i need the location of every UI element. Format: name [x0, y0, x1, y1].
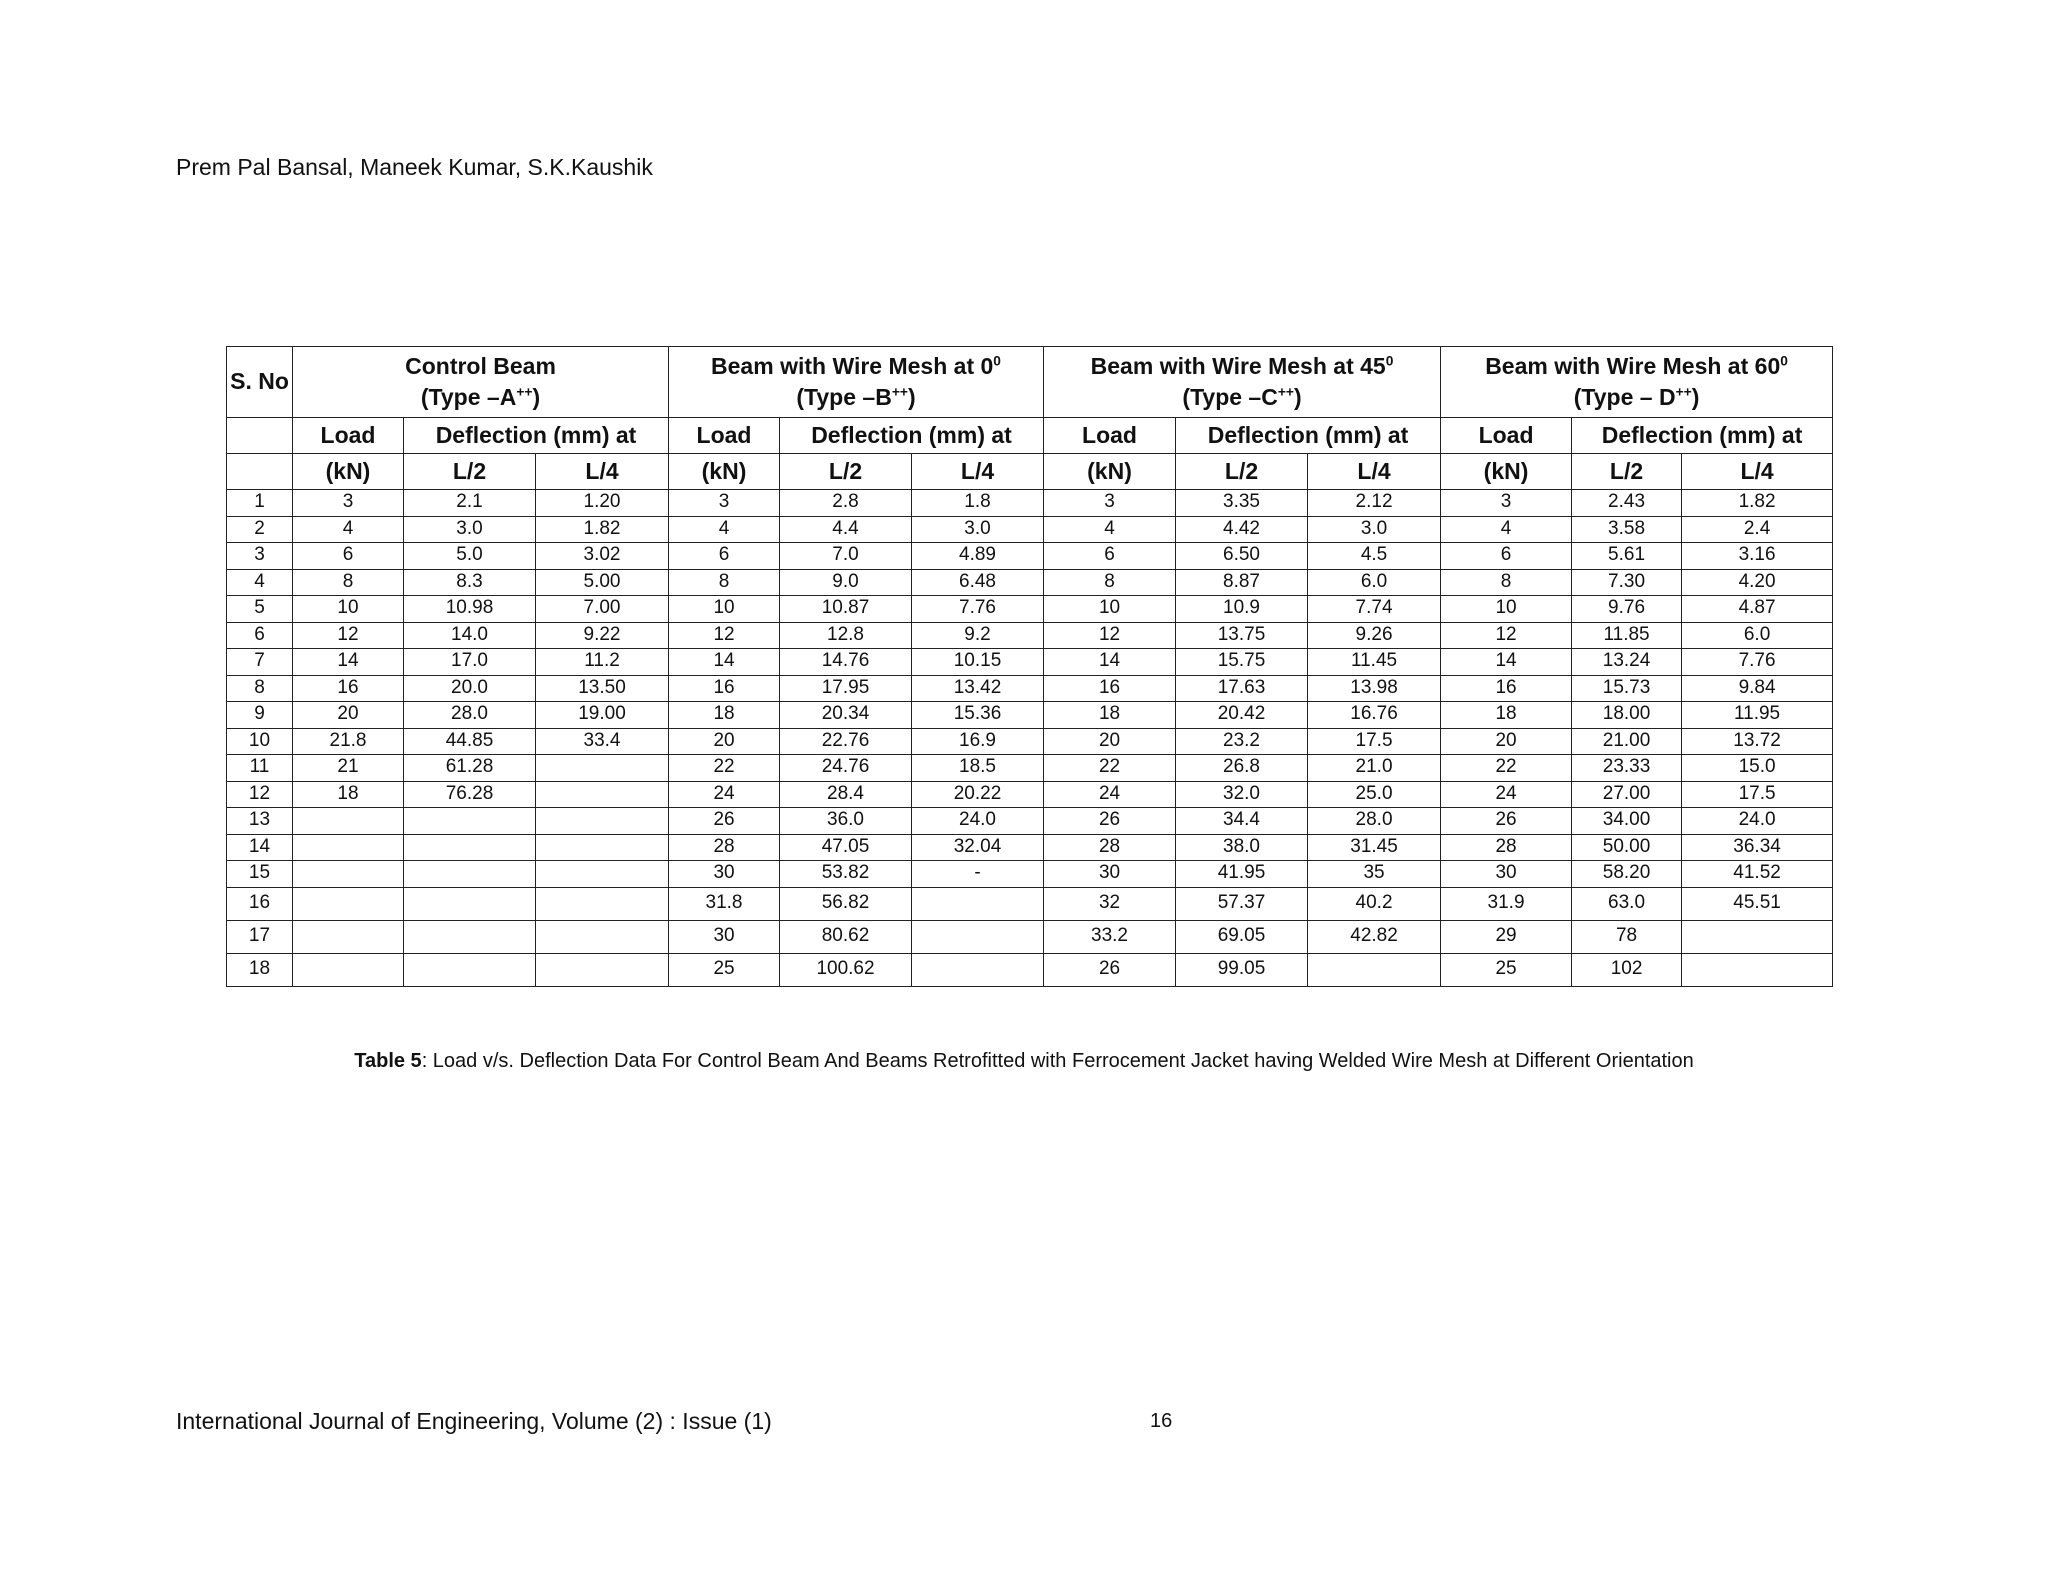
- table-cell: 30: [669, 861, 780, 888]
- table-cell: 9.22: [536, 622, 669, 649]
- table-row: [227, 490, 1833, 517]
- table-cell: 20.42: [1176, 702, 1308, 729]
- table-cell: [404, 920, 536, 953]
- table-cell: 16: [227, 887, 293, 920]
- table-cell: 56.82: [780, 887, 912, 920]
- table-cell: 20: [1044, 728, 1176, 755]
- table-cell: 15.36: [912, 702, 1044, 729]
- table-cell: [1682, 920, 1833, 953]
- table-cell: 32: [1044, 887, 1176, 920]
- table-cell: 57.37: [1176, 887, 1308, 920]
- table-cell: 18.00: [1572, 702, 1682, 729]
- table-cell: 24.0: [912, 808, 1044, 835]
- caption-text: : Load v/s. Deflection Data For Control Beam And Beams Retrofitted with Ferrocement Jacket having Welded Wire Mesh at Different Orientation: [421, 1050, 1694, 1072]
- table-cell: 13: [227, 808, 293, 835]
- table-cell: 16.76: [1308, 702, 1441, 729]
- table-cell: 14.76: [780, 649, 912, 676]
- table-cell: [536, 808, 669, 835]
- table-cell: 13.75: [1176, 622, 1308, 649]
- table-row: [227, 755, 1833, 782]
- table-cell: 41.52: [1682, 861, 1833, 888]
- table-cell: 3: [293, 490, 404, 517]
- caption-label: Table 5: [354, 1050, 422, 1072]
- table-cell: 4: [227, 569, 293, 596]
- table-cell: 7.0: [780, 543, 912, 570]
- table-cell: 21.00: [1572, 728, 1682, 755]
- table-cell: 6.50: [1176, 543, 1308, 570]
- table-cell: 26: [1441, 808, 1572, 835]
- table-cell: 10: [227, 728, 293, 755]
- table-cell: 30: [669, 920, 780, 953]
- table-cell: 14.0: [404, 622, 536, 649]
- table-row: [227, 728, 1833, 755]
- table-cell: 4: [1441, 516, 1572, 543]
- table-cell: 2: [227, 516, 293, 543]
- table-cell: 25: [669, 953, 780, 986]
- table-cell: 2.43: [1572, 490, 1682, 517]
- table-cell: [404, 808, 536, 835]
- table-cell: [912, 953, 1044, 986]
- table-cell: 1.8: [912, 490, 1044, 517]
- table-cell: 16: [1044, 675, 1176, 702]
- table-cell: [536, 887, 669, 920]
- table-cell: 14: [293, 649, 404, 676]
- table-cell: 18: [1441, 702, 1572, 729]
- table-cell: 45.51: [1682, 887, 1833, 920]
- sno-header: S. No: [227, 347, 293, 418]
- table-cell: 3.02: [536, 543, 669, 570]
- l2-header: L/2: [1176, 454, 1308, 490]
- table-cell: 26: [1044, 808, 1176, 835]
- subheader-row-1: [227, 418, 1833, 454]
- table-cell: [293, 808, 404, 835]
- kn-header: (kN): [669, 454, 780, 490]
- table-cell: 18.5: [912, 755, 1044, 782]
- table-cell: 1.82: [536, 516, 669, 543]
- table-caption: [0, 1050, 2048, 1073]
- running-header-authors: Prem Pal Bansal, Maneek Kumar, S.K.Kaushik: [176, 154, 653, 180]
- table-cell: 42.82: [1308, 920, 1441, 953]
- table-cell: 76.28: [404, 781, 536, 808]
- table-cell: 80.62: [780, 920, 912, 953]
- table-cell: 63.0: [1572, 887, 1682, 920]
- table-cell: 21: [293, 755, 404, 782]
- table-cell: 12.8: [780, 622, 912, 649]
- table-cell: 99.05: [1176, 953, 1308, 986]
- table-cell: 4: [1044, 516, 1176, 543]
- table-cell: 21.0: [1308, 755, 1441, 782]
- table-row: [227, 920, 1833, 953]
- table-cell: [404, 953, 536, 986]
- table-row: [227, 887, 1833, 920]
- table-cell: 17.5: [1308, 728, 1441, 755]
- table-cell: 10: [669, 596, 780, 623]
- table-cell: 13.42: [912, 675, 1044, 702]
- l4-header: L/4: [1682, 454, 1833, 490]
- table-cell: 3: [1044, 490, 1176, 517]
- table-cell: 3.0: [912, 516, 1044, 543]
- table-cell: 8: [227, 675, 293, 702]
- table-row: [227, 808, 1833, 835]
- table-cell: 3.16: [1682, 543, 1833, 570]
- table-cell: 13.72: [1682, 728, 1833, 755]
- table-cell: [293, 861, 404, 888]
- table-cell: 3.0: [404, 516, 536, 543]
- table-cell: 1.82: [1682, 490, 1833, 517]
- table-cell: 27.00: [1572, 781, 1682, 808]
- table-cell: 16: [669, 675, 780, 702]
- table-cell: 12: [669, 622, 780, 649]
- table-cell: 9.2: [912, 622, 1044, 649]
- table-cell: 9.76: [1572, 596, 1682, 623]
- table-cell: 10.15: [912, 649, 1044, 676]
- table-cell: 32.0: [1176, 781, 1308, 808]
- load-header: Load: [293, 418, 404, 454]
- table-cell: 18: [669, 702, 780, 729]
- table-cell: 10: [293, 596, 404, 623]
- table-cell: [293, 887, 404, 920]
- table-cell: 8: [1441, 569, 1572, 596]
- table-cell: 30: [1044, 861, 1176, 888]
- table-cell: 100.62: [780, 953, 912, 986]
- table-cell: 28: [669, 834, 780, 861]
- table-cell: 78: [1572, 920, 1682, 953]
- table-cell: [536, 953, 669, 986]
- table-cell: 12: [227, 781, 293, 808]
- table-cell: 28.0: [404, 702, 536, 729]
- table-cell: [404, 887, 536, 920]
- deflection-header: Deflection (mm) at: [1176, 418, 1441, 454]
- table-cell: 18: [1044, 702, 1176, 729]
- table-cell: 33.4: [536, 728, 669, 755]
- table-cell: 9.84: [1682, 675, 1833, 702]
- table-cell: -: [912, 861, 1044, 888]
- table-cell: [536, 861, 669, 888]
- table-cell: 28: [1441, 834, 1572, 861]
- l4-header: L/4: [536, 454, 669, 490]
- table-cell: 28.0: [1308, 808, 1441, 835]
- table-cell: 22: [1441, 755, 1572, 782]
- table-cell: 7.74: [1308, 596, 1441, 623]
- table-cell: 36.34: [1682, 834, 1833, 861]
- table-cell: 22.76: [780, 728, 912, 755]
- table-cell: 7.00: [536, 596, 669, 623]
- table-cell: 4: [293, 516, 404, 543]
- table-cell: 15.0: [1682, 755, 1833, 782]
- table-cell: 17: [227, 920, 293, 953]
- table-cell: 40.2: [1308, 887, 1441, 920]
- table-cell: 7: [227, 649, 293, 676]
- l2-header: L/2: [1572, 454, 1682, 490]
- table-cell: [1308, 953, 1441, 986]
- table-cell: 17.5: [1682, 781, 1833, 808]
- table-cell: 12: [293, 622, 404, 649]
- table-cell: 17.63: [1176, 675, 1308, 702]
- table-cell: 6: [227, 622, 293, 649]
- table-cell: 16: [1441, 675, 1572, 702]
- load-header: Load: [669, 418, 780, 454]
- table-cell: 4.5: [1308, 543, 1441, 570]
- table-cell: 4: [669, 516, 780, 543]
- table-cell: 6.0: [1308, 569, 1441, 596]
- table-cell: [912, 920, 1044, 953]
- table-cell: [404, 834, 536, 861]
- table-cell: 33.2: [1044, 920, 1176, 953]
- table-cell: 102: [1572, 953, 1682, 986]
- table-cell: 34.00: [1572, 808, 1682, 835]
- table-row: [227, 516, 1833, 543]
- table-cell: 7.76: [1682, 649, 1833, 676]
- table-cell: 20: [293, 702, 404, 729]
- table-cell: 12: [1441, 622, 1572, 649]
- table-cell: 26: [669, 808, 780, 835]
- deflection-header: Deflection (mm) at: [780, 418, 1044, 454]
- table-cell: 17.0: [404, 649, 536, 676]
- table-body: [227, 490, 1833, 987]
- table-cell: 14: [669, 649, 780, 676]
- deflection-header: Deflection (mm) at: [404, 418, 669, 454]
- table-cell: 20.34: [780, 702, 912, 729]
- group-header-mesh-60: Beam with Wire Mesh at $60^0$ (Type – D++): [1441, 347, 1833, 418]
- table-cell: 19.00: [536, 702, 669, 729]
- table-cell: 20.0: [404, 675, 536, 702]
- table-cell: [293, 834, 404, 861]
- table-cell: 44.85: [404, 728, 536, 755]
- table-cell: 2.8: [780, 490, 912, 517]
- table-cell: [1682, 953, 1833, 986]
- table-cell: 4.20: [1682, 569, 1833, 596]
- table-cell: 11: [227, 755, 293, 782]
- table-cell: 30: [1441, 861, 1572, 888]
- table-cell: 6: [1441, 543, 1572, 570]
- table-cell: 5.00: [536, 569, 669, 596]
- table-cell: 3: [669, 490, 780, 517]
- table-cell: 2.1: [404, 490, 536, 517]
- table-cell: 31.8: [669, 887, 780, 920]
- l4-header: L/4: [1308, 454, 1441, 490]
- table-cell: 6: [669, 543, 780, 570]
- group-header-control-beam: Control Beam (Type –A++): [293, 347, 669, 418]
- table-cell: 10.98: [404, 596, 536, 623]
- table-cell: 36.0: [780, 808, 912, 835]
- table-cell: 25.0: [1308, 781, 1441, 808]
- empty-header-cell: [227, 454, 293, 490]
- table-cell: 38.0: [1176, 834, 1308, 861]
- table-cell: 6: [293, 543, 404, 570]
- table-cell: 3.0: [1308, 516, 1441, 543]
- table-cell: [536, 834, 669, 861]
- table-cell: 8: [669, 569, 780, 596]
- table-cell: 8.3: [404, 569, 536, 596]
- table-cell: 23.33: [1572, 755, 1682, 782]
- table-cell: 58.20: [1572, 861, 1682, 888]
- table-cell: 20: [669, 728, 780, 755]
- table-cell: 14: [1441, 649, 1572, 676]
- table-cell: 6.48: [912, 569, 1044, 596]
- l4-header: L/4: [912, 454, 1044, 490]
- table-cell: 15.73: [1572, 675, 1682, 702]
- table-cell: 4.89: [912, 543, 1044, 570]
- table-row: [227, 781, 1833, 808]
- table-cell: 24: [669, 781, 780, 808]
- table-cell: 4.42: [1176, 516, 1308, 543]
- page-number: 16: [1150, 1410, 1173, 1432]
- deflection-header: Deflection (mm) at: [1572, 418, 1833, 454]
- kn-header: (kN): [1044, 454, 1176, 490]
- table-cell: 2.12: [1308, 490, 1441, 517]
- table-cell: 22: [669, 755, 780, 782]
- table-cell: 9.26: [1308, 622, 1441, 649]
- table-cell: 13.50: [536, 675, 669, 702]
- table-cell: 29: [1441, 920, 1572, 953]
- table-cell: 10: [1044, 596, 1176, 623]
- table-cell: 53.82: [780, 861, 912, 888]
- table-cell: 16.9: [912, 728, 1044, 755]
- table-cell: 13.24: [1572, 649, 1682, 676]
- table-cell: 14: [227, 834, 293, 861]
- table-cell: 20.22: [912, 781, 1044, 808]
- load-header: Load: [1441, 418, 1572, 454]
- table-cell: 6.0: [1682, 622, 1833, 649]
- table-row: [227, 543, 1833, 570]
- load-deflection-table: [226, 346, 1833, 987]
- table-cell: 41.95: [1176, 861, 1308, 888]
- table-cell: 34.4: [1176, 808, 1308, 835]
- table-cell: 25: [1441, 953, 1572, 986]
- table-cell: 5.0: [404, 543, 536, 570]
- subheader-row-2: [227, 454, 1833, 490]
- table-cell: [912, 887, 1044, 920]
- table-cell: 11.85: [1572, 622, 1682, 649]
- table-cell: 15: [227, 861, 293, 888]
- table-cell: 9: [227, 702, 293, 729]
- table-cell: [404, 861, 536, 888]
- table-cell: 14: [1044, 649, 1176, 676]
- table-row: [227, 569, 1833, 596]
- table-cell: 24: [1044, 781, 1176, 808]
- table-cell: 4.4: [780, 516, 912, 543]
- table-cell: 50.00: [1572, 834, 1682, 861]
- table-cell: 18: [293, 781, 404, 808]
- table-cell: [536, 755, 669, 782]
- table-cell: 2.4: [1682, 516, 1833, 543]
- table-cell: 35: [1308, 861, 1441, 888]
- table-cell: 22: [1044, 755, 1176, 782]
- kn-header: (kN): [293, 454, 404, 490]
- table-row: [227, 649, 1833, 676]
- l2-header: L/2: [780, 454, 912, 490]
- table-row: [227, 675, 1833, 702]
- table-cell: 15.75: [1176, 649, 1308, 676]
- table-cell: 24: [1441, 781, 1572, 808]
- table-cell: 3.58: [1572, 516, 1682, 543]
- empty-header-cell: [227, 418, 293, 454]
- table-cell: 1: [227, 490, 293, 517]
- l2-header: L/2: [404, 454, 536, 490]
- table-cell: 8: [293, 569, 404, 596]
- table-cell: 6: [1044, 543, 1176, 570]
- table-cell: 13.98: [1308, 675, 1441, 702]
- table-cell: 20: [1441, 728, 1572, 755]
- table-cell: 32.04: [912, 834, 1044, 861]
- table-cell: 7.76: [912, 596, 1044, 623]
- table-cell: 69.05: [1176, 920, 1308, 953]
- table-row: [227, 702, 1833, 729]
- table-cell: 3.35: [1176, 490, 1308, 517]
- table-cell: 10.9: [1176, 596, 1308, 623]
- table-cell: 18: [227, 953, 293, 986]
- table-cell: 26: [1044, 953, 1176, 986]
- table-cell: 28.4: [780, 781, 912, 808]
- group-header-mesh-45: Beam with Wire Mesh at $45^0$ (Type –C++): [1044, 347, 1441, 418]
- table-row: [227, 834, 1833, 861]
- table-cell: 61.28: [404, 755, 536, 782]
- table-cell: 16: [293, 675, 404, 702]
- table-cell: 17.95: [780, 675, 912, 702]
- table-cell: [293, 920, 404, 953]
- table-cell: 4.87: [1682, 596, 1833, 623]
- group-header-mesh-0: Beam with Wire Mesh at $0^0$ (Type –B++): [669, 347, 1044, 418]
- table-cell: 11.95: [1682, 702, 1833, 729]
- kn-header: (kN): [1441, 454, 1572, 490]
- table-cell: 21.8: [293, 728, 404, 755]
- footer-journal: International Journal of Engineering, Volume (2) : Issue (1): [176, 1408, 772, 1434]
- table-cell: 23.2: [1176, 728, 1308, 755]
- table-cell: 7.30: [1572, 569, 1682, 596]
- table-cell: 8.87: [1176, 569, 1308, 596]
- table-row: [227, 861, 1833, 888]
- table-cell: 24.76: [780, 755, 912, 782]
- table-cell: 5.61: [1572, 543, 1682, 570]
- table-cell: 28: [1044, 834, 1176, 861]
- table-cell: 8: [1044, 569, 1176, 596]
- table-cell: 1.20: [536, 490, 669, 517]
- table-cell: 47.05: [780, 834, 912, 861]
- table-cell: 31.9: [1441, 887, 1572, 920]
- table-cell: [293, 953, 404, 986]
- table-cell: 24.0: [1682, 808, 1833, 835]
- table-cell: 3: [227, 543, 293, 570]
- table-cell: 10.87: [780, 596, 912, 623]
- table-cell: [536, 781, 669, 808]
- table-cell: 12: [1044, 622, 1176, 649]
- table-cell: 9.0: [780, 569, 912, 596]
- table-row: [227, 622, 1833, 649]
- load-header: Load: [1044, 418, 1176, 454]
- table-row: [227, 596, 1833, 623]
- table-cell: 26.8: [1176, 755, 1308, 782]
- table-cell: 11.2: [536, 649, 669, 676]
- table-cell: 3: [1441, 490, 1572, 517]
- table-cell: 5: [227, 596, 293, 623]
- table-cell: 10: [1441, 596, 1572, 623]
- table-cell: 31.45: [1308, 834, 1441, 861]
- table-cell: [536, 920, 669, 953]
- table-row: [227, 953, 1833, 986]
- table-cell: 11.45: [1308, 649, 1441, 676]
